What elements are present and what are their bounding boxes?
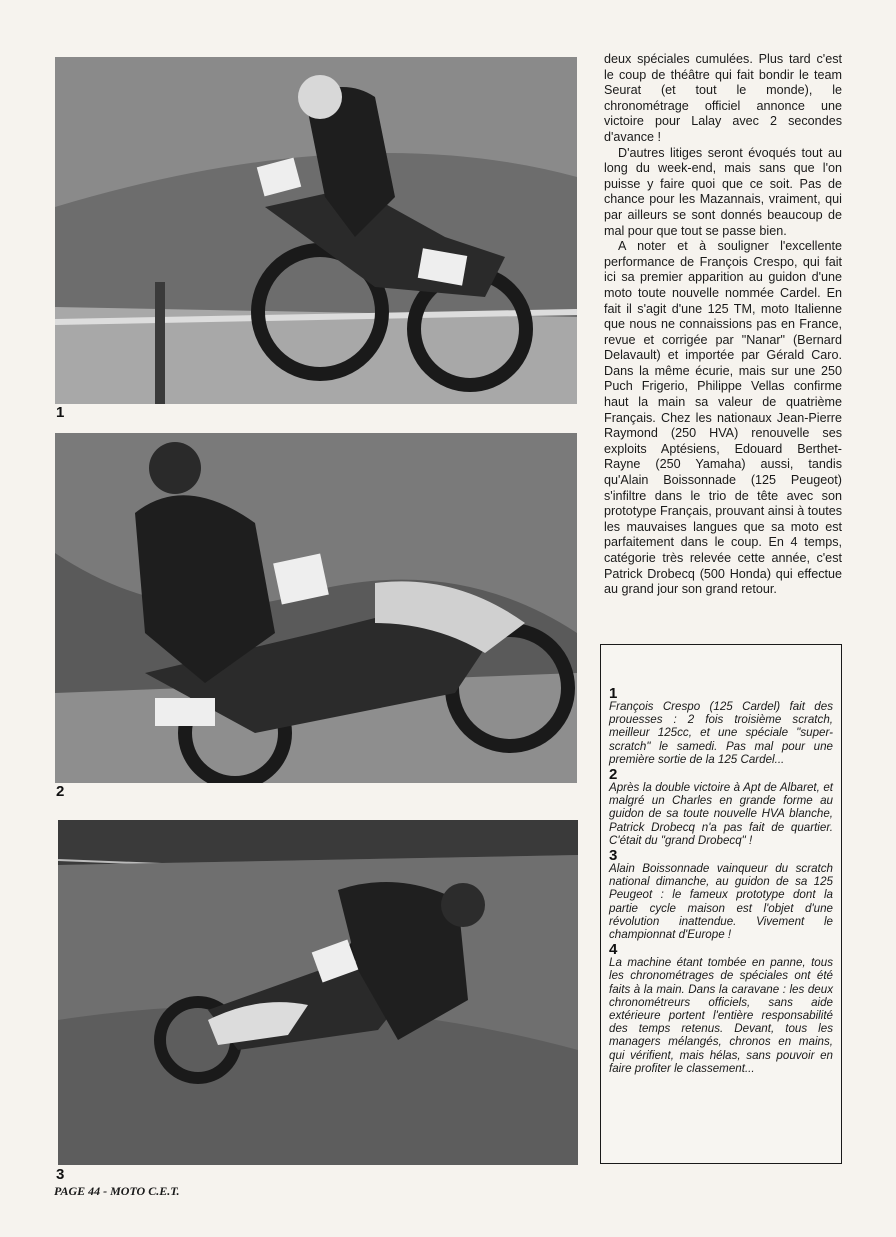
motocross-rider-image [55, 57, 577, 404]
caption-text: François Crespo (125 Cardel) fait des prouesses : 2 fois troisième scratch, meilleur 125cc, et une spéciale "super-scratch" le samedi. Pas mal pour une première sortie de la 125 Cardel... [609, 700, 833, 766]
photo-3-number: 3 [56, 1166, 65, 1183]
article-paragraph: A noter et à souligner l'excellente performance de François Crespo, qui fait ici sa premier apparition au guidon d'une moto toute nouvelle nommée Cardel. En fait il s'agit d'une 125 TM, moto Italienne que nous ne connaissions pas en France, revue et corrigée par "Nanar" (Bernard Delavault) et importée par Gérald Caro. Dans la même écurie, mais sur une 250 Puch Frigerio, Philippe Vellas confirme haut la main sa valeur de quatrième Français. Chez les nationaux Jean-Pierre Raymond (250 HVA) renouvelle ses exploits Aptésiens, Edouard Berthet-Rayne (250 Yamaha) aussi, tandis qu'Alain Boissonnade (125 Peugeot) s'infiltre dans le trio de tête avec son prototype Français, prouvant ainsi à toutes les mauvaises langues que sa moto est parfaitement dans le coup. En 4 temps, catégorie très relevée cette année, c'est Patrick Drobecq (500 Honda) qui effectue au grand jour son grand retour. [604, 239, 843, 597]
caption-text: Après la double victoire à Apt de Albaret, et malgré un Charles en grande forme au guidon de sa toute nouvelle HVA blanche, Patrick Drobecq n'a pas fait de quartier. C'était du "grand Drobecq" ! [609, 781, 833, 847]
caption-text: Alain Boissonnade vainqueur du scratch national dimanche, au guidon de sa 125 Peugeot : le fameux prototype dont la partie cycle maison est l'objet d'une révolution inattendue. Vivement le championnat d'Europe ! [609, 862, 833, 942]
article-paragraph: D'autres litiges seront évoqués tout au long du week-end, mais sans que l'on puisse y faire quoi que ce soit. Pas de chance pour les Mazannais, vraiment, qui par ailleurs se sont donnés beaucoup de mal pour que tout se passe bien. [604, 145, 842, 238]
motocross-rider-image [55, 433, 577, 783]
article-paragraph: deux spéciales cumulées. Plus tard c'est le coup de théâtre qui fait bondir le team Seurat (et tout le monde), le chronométrage officiel annonce une victoire pour Lalay avec 2 secondes d'avance ! [604, 52, 842, 144]
page-footer: PAGE 44 - MOTO C.E.T. [54, 1184, 180, 1198]
motocross-rider-image [58, 820, 578, 1165]
photo-1 [55, 57, 577, 404]
caption-number: 4 [609, 941, 618, 959]
caption-number: 1 [609, 685, 618, 702]
captions-box [600, 644, 842, 1164]
photo-1-number: 1 [56, 404, 65, 421]
photo-2 [55, 433, 577, 783]
caption-number: 3 [609, 847, 618, 865]
caption-text: La machine étant tombée en panne, tous les chronométrages de spéciales ont été faits à la main. Dans la caravane : les deux chronométreurs officiels, sans aide extérieure portent l'entière responsabilité des temps retenus. Devant, tous les managers mélangés, chronos en mains, qui vérifient, mais hélas, sans pouvoir en faire profiter le classement... [609, 956, 833, 1075]
caption-number: 2 [609, 766, 618, 784]
photo-3 [58, 820, 578, 1165]
photo-2-number: 2 [56, 783, 65, 800]
article-body [604, 52, 842, 598]
